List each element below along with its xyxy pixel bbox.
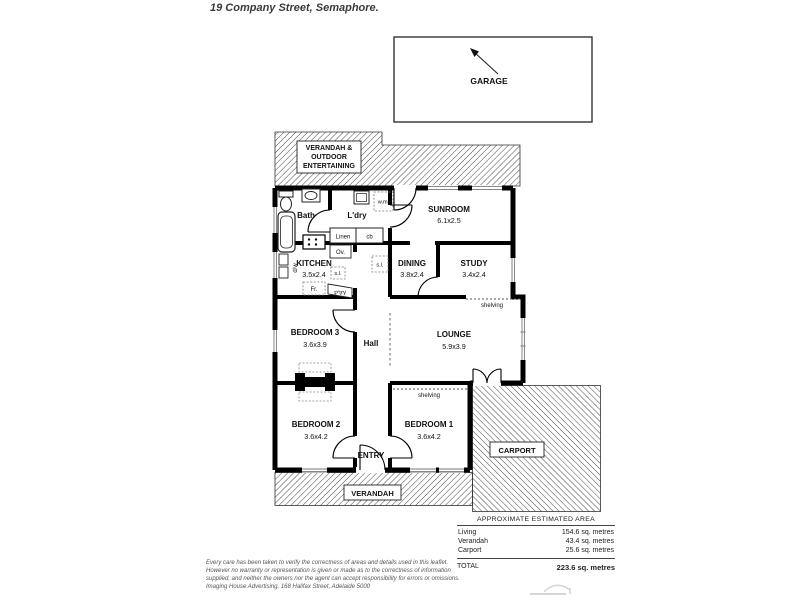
room-label-carport: CARPORT [498, 445, 536, 455]
room-label-bedroom2: BEDROOM 2 [291, 420, 341, 429]
area-table-header: APPROXIMATE ESTIMATED AREA [457, 516, 615, 526]
fireplace [295, 363, 335, 401]
verandah-front-hatch [275, 473, 473, 506]
room-dims-kitchen: 3.5x2.4 [302, 270, 326, 279]
room-label-entry: ENTRY [357, 451, 385, 460]
garage-box [394, 37, 592, 122]
table-total-row [457, 563, 615, 572]
room-label-verandah: VERANDAH [351, 488, 394, 498]
room-label-bedroom3: BEDROOM 3 [290, 328, 340, 337]
skylight-kitchen-label: s.l. [334, 271, 342, 277]
room-dims-dining: 3.8x2.4 [400, 270, 424, 279]
carport-hatch [473, 386, 601, 512]
room-dims-bedroom1: 3.6x4.2 [417, 432, 441, 441]
room-label-laundry: L'dry [347, 211, 367, 220]
hall-cupboards [330, 228, 388, 272]
washing-machine-label: w.m. [377, 199, 390, 206]
total-label: TOTAL [457, 563, 479, 570]
total-value: 223.6 sq. metres [556, 563, 615, 572]
room-dims-sunroom: 6.1x2.5 [437, 216, 461, 225]
table-row [458, 528, 614, 537]
shelving-label-lounge: shelving [480, 303, 504, 309]
room-label-kitchen: KITCHEN [296, 259, 332, 268]
room-label-bath: Bath [297, 211, 315, 220]
disclaimer-line: However no warranty or representation is given or made as to the correctness of information [206, 568, 451, 574]
outdoor-label-line1: VERANDAH & [305, 145, 353, 152]
fridge-label: Fr. [310, 287, 318, 293]
area-row-value: 25.6 sq. metres [565, 547, 614, 554]
room-label-dining: DINING [398, 259, 426, 268]
shelving-label-bed1: shelving [417, 393, 441, 399]
room-dims-bedroom2: 3.6x4.2 [304, 432, 328, 441]
verandah-outdoor-hatch [275, 132, 520, 186]
area-row-label: Verandah [458, 538, 488, 545]
table-row [458, 546, 614, 555]
table-row [458, 537, 614, 546]
room-label-bedroom1: BEDROOM 1 [404, 420, 454, 429]
dishwasher-label: d/w [293, 263, 299, 273]
area-row-label: Living [458, 529, 477, 536]
room-label-study: STUDY [460, 259, 488, 268]
room-dims-study: 3.4x2.4 [462, 270, 486, 279]
room-label-sunroom: SUNROOM [428, 205, 470, 214]
room-dims-lounge: 5.9x3.9 [442, 342, 466, 351]
laundry-fixtures [354, 191, 393, 211]
room-label-lounge: LOUNGE [436, 330, 472, 339]
room-label-hall: Hall [363, 339, 379, 348]
disclaimer-text [206, 559, 460, 591]
outdoor-label-line3: ENTERTAINING [303, 163, 355, 170]
area-summary-table [457, 516, 615, 572]
skylight-hall-label: s.l. [376, 262, 384, 269]
pantry-label: P'try [333, 289, 347, 298]
room-label-garage: GARAGE [470, 76, 508, 86]
area-row-label: Carport [458, 547, 482, 554]
disclaimer-line: Every care has been taken to verify the correctness of areas and details used in this leaflet. [206, 560, 449, 566]
cupboard-label: cb [366, 234, 373, 241]
disclaimer-line: Imaging House Advertising, 168 Halifax Street, Adelaide 5000 [206, 584, 370, 590]
area-row-value: 43.4 sq. metres [565, 538, 614, 545]
linen-label: Linen [335, 234, 351, 241]
oven-label: Ov. [336, 250, 345, 256]
outdoor-label-line2: OUTDOOR [311, 154, 347, 161]
page-title: 19 Company Street, Semaphore. [210, 2, 379, 14]
disclaimer-line: supplied, and neither the owners nor the agent can accept responsibility for errors or omissions. [206, 576, 460, 582]
room-dims-bedroom3: 3.6x3.9 [303, 340, 327, 349]
area-row-value: 154.6 sq. metres [561, 529, 614, 536]
agency-logo [530, 585, 570, 594]
